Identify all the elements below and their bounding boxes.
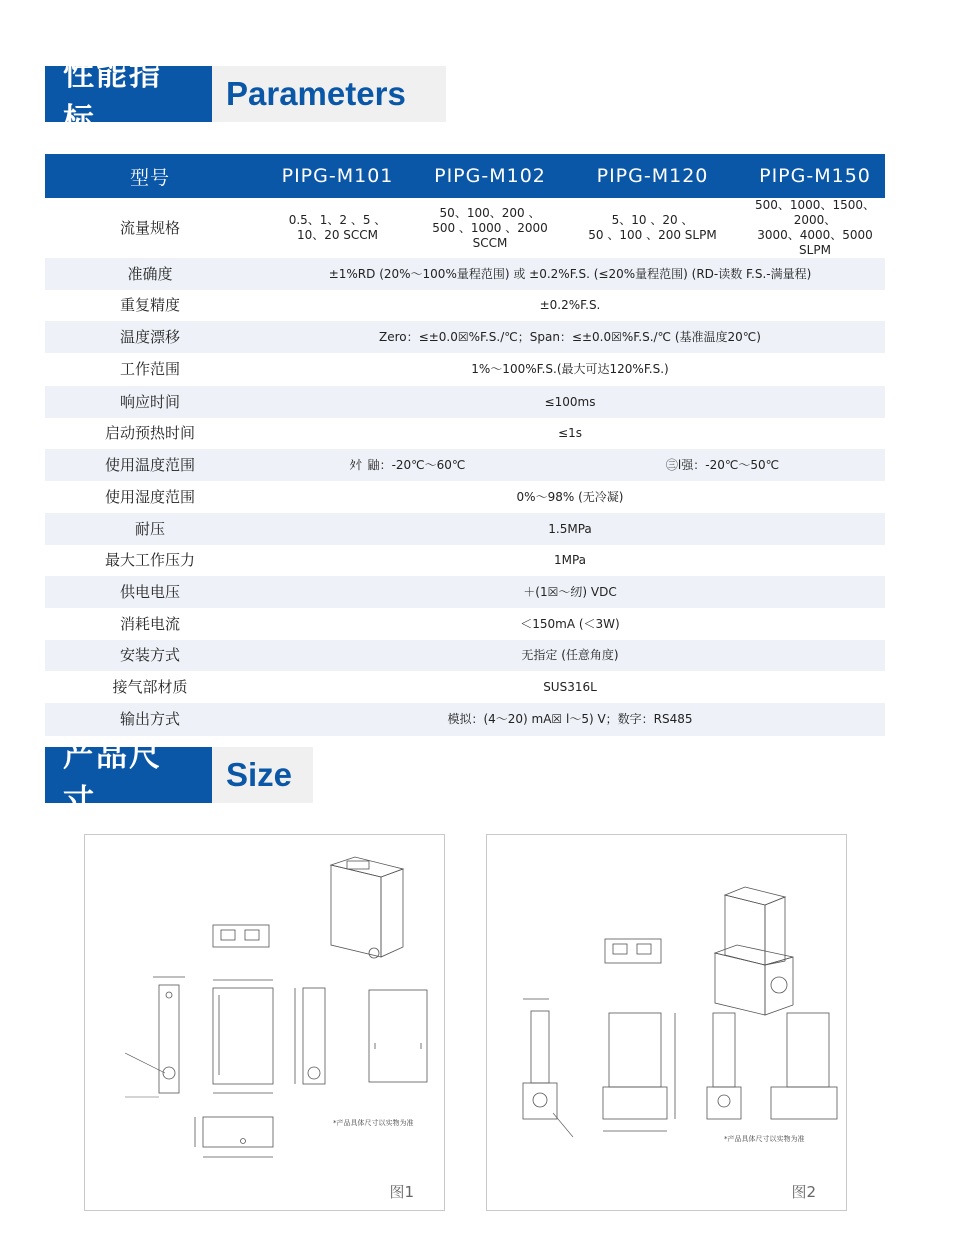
- flow-spec-value: 500、1000、1500、2000、 3000、4000、5000 SLPM: [745, 198, 885, 258]
- row-label: 响应时间: [45, 386, 255, 418]
- header-m120: PIPG-M120: [560, 154, 745, 198]
- drawing-1-lines: [85, 835, 444, 1210]
- row-label: 输出方式: [45, 703, 255, 736]
- drawing-1-note: *产品具体尺寸以实物为准: [333, 1119, 414, 1127]
- row-value: ±0.2%F.S.: [255, 290, 885, 321]
- parameters-section-header: [45, 57, 446, 138]
- row-label: 工作范围: [45, 353, 255, 386]
- table-row: [45, 258, 885, 290]
- row-value: ±1%RD (20%～100%量程范围) 或 ±0.2%F.S. (≤20%量程范围) (RD-读数 F.S.-满量程): [255, 258, 885, 290]
- header-m102: PIPG-M102: [420, 154, 560, 198]
- row-label: 耐压: [45, 513, 255, 545]
- size-section-header: [45, 738, 313, 819]
- drawing-1-caption: 图1: [389, 1183, 414, 1201]
- drawing-2-note: *产品具体尺寸以实物为准: [724, 1135, 805, 1143]
- row-value: 1%～100%F.S.(最大可达120%F.S.): [255, 353, 885, 386]
- parameters-title-cn: 性能指标: [45, 66, 212, 122]
- size-title-en: Size: [212, 747, 313, 803]
- row-value: ＋(1☒～纫) VDC: [255, 576, 885, 608]
- table-row: [45, 198, 885, 258]
- row-label: 最大工作压力: [45, 545, 255, 576]
- row-label: 供电电压: [45, 576, 255, 608]
- flow-spec-value: 5、10 、20 、 50 、100 、200 SLPM: [560, 198, 745, 258]
- row-value: 无指定 (任意角度): [255, 640, 885, 671]
- drawing-2-lines: [487, 835, 846, 1210]
- header-m101: PIPG-M101: [255, 154, 420, 198]
- table-row: [45, 449, 885, 481]
- row-label: 消耗电流: [45, 608, 255, 640]
- table-row: [45, 545, 885, 576]
- table-row: [45, 386, 885, 418]
- table-row: [45, 640, 885, 671]
- parameters-title-en: Parameters: [212, 66, 446, 122]
- row-value-left: ﾀ忄鼬：-20℃～60℃: [255, 449, 560, 481]
- row-label: 使用湿度范围: [45, 481, 255, 513]
- dimension-drawing-2: [486, 834, 847, 1211]
- table-row: [45, 576, 885, 608]
- table-row: [45, 321, 885, 353]
- table-row: [45, 671, 885, 703]
- header-m150: PIPG-M150: [745, 154, 885, 198]
- row-label: 安装方式: [45, 640, 255, 671]
- row-label: 重复精度: [45, 290, 255, 321]
- spec-table-header: [45, 154, 885, 198]
- row-value: ≤1s: [255, 418, 885, 449]
- header-model: 型号: [45, 154, 255, 198]
- table-row: [45, 608, 885, 640]
- row-label: 温度漂移: [45, 321, 255, 353]
- row-value: ＜150mA (＜3W): [255, 608, 885, 640]
- table-row: [45, 513, 885, 545]
- dimension-drawing-1: [84, 834, 445, 1211]
- table-row: [45, 290, 885, 321]
- size-title-cn: 产品尺寸: [45, 747, 212, 803]
- drawing-2-caption: 图2: [791, 1183, 816, 1201]
- row-label: 接气部材质: [45, 671, 255, 703]
- table-row: [45, 418, 885, 449]
- flow-spec-value: 50、100、200 、 500 、1000 、2000 SCCM: [420, 198, 560, 258]
- row-value: ≤100ms: [255, 386, 885, 418]
- table-row: [45, 481, 885, 513]
- row-label: 准确度: [45, 258, 255, 290]
- row-label: 流量规格: [45, 198, 255, 258]
- row-label: 使用温度范围: [45, 449, 255, 481]
- row-value: 1.5MPa: [255, 513, 885, 545]
- row-value: 模拟：(4～20) mA☒ l～5) V；数字：RS485: [255, 703, 885, 736]
- spec-table: [45, 154, 885, 736]
- table-row: [45, 353, 885, 386]
- row-label: 启动预热时间: [45, 418, 255, 449]
- row-value-right: ㊂l强：-20℃～50℃: [560, 449, 885, 481]
- row-value: SUS316L: [255, 671, 885, 703]
- row-value: 1MPa: [255, 545, 885, 576]
- row-value: Zero：≤±0.0☒%F.S./℃；Span：≤±0.0☒%F.S./℃ (基准温度20℃): [255, 321, 885, 353]
- flow-spec-value: 0.5、1、2 、5 、 10、20 SCCM: [255, 198, 420, 258]
- row-value: 0%～98% (无冷凝): [255, 481, 885, 513]
